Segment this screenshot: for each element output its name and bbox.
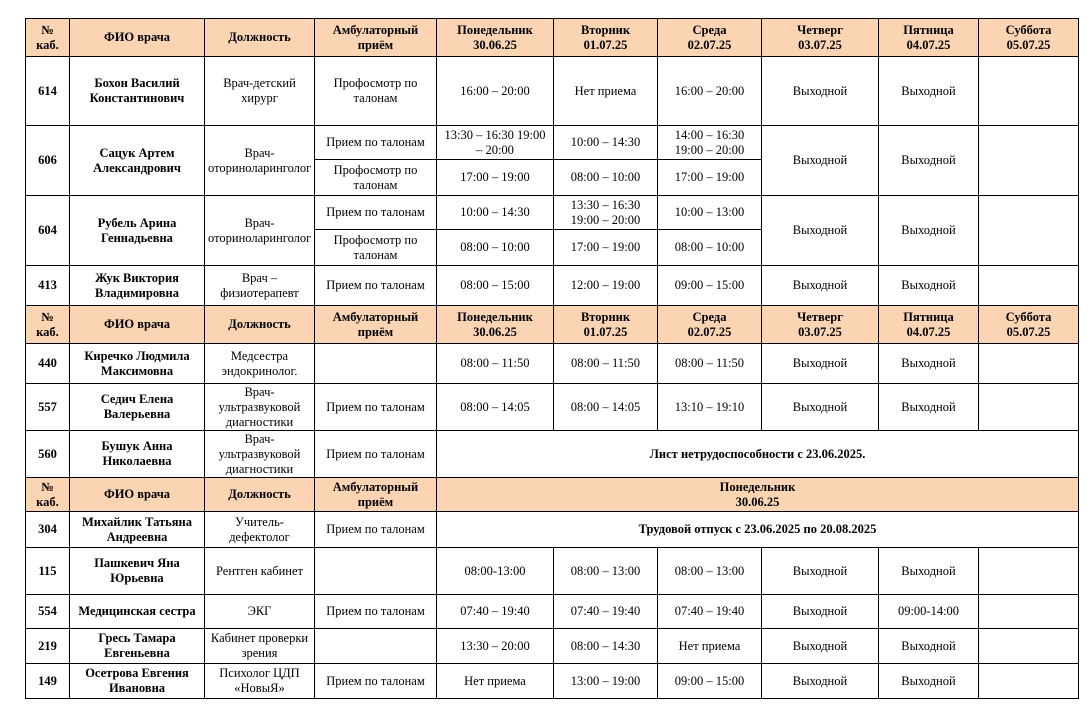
time-cell bbox=[979, 344, 1079, 384]
doctor-position: Врач-детский хирург bbox=[205, 57, 315, 126]
time-cell: 12:00 – 19:00 bbox=[554, 266, 658, 306]
table-row bbox=[26, 126, 1079, 160]
time-cell: 08:00 – 11:50 bbox=[437, 344, 554, 384]
time-cell: Выходной bbox=[879, 57, 979, 126]
cabinet-number: 304 bbox=[26, 512, 70, 548]
doctor-name: Жук Виктория Владимировна bbox=[70, 266, 205, 306]
table-row bbox=[26, 344, 1079, 384]
doctor-position: Врач-оториноларинголог bbox=[205, 126, 315, 196]
cabinet-number: 440 bbox=[26, 344, 70, 384]
time-cell: 08:00 – 14:30 bbox=[554, 629, 658, 664]
time-cell: 17:00 – 19:00 bbox=[658, 160, 762, 196]
header-amb: Амбулаторный приём bbox=[315, 478, 437, 512]
reception-type: Профосмотр по талонам bbox=[315, 57, 437, 126]
reception-type: Профосмотр по талонам bbox=[315, 160, 437, 196]
table-row bbox=[26, 57, 1079, 126]
header-day: Четверг 03.07.25 bbox=[762, 306, 879, 344]
doctor-position: ЭКГ bbox=[205, 595, 315, 629]
time-cell: Выходной bbox=[762, 548, 879, 595]
header-fio: ФИО врача bbox=[70, 19, 205, 57]
time-cell: 16:00 – 20:00 bbox=[437, 57, 554, 126]
time-cell: 09:00-14:00 bbox=[879, 595, 979, 629]
reception-type bbox=[315, 548, 437, 595]
doctor-position: Медсестра эндокринолог. bbox=[205, 344, 315, 384]
header-day: Понедельник 30.06.25 bbox=[437, 19, 554, 57]
reception-type: Прием по талонам bbox=[315, 196, 437, 230]
table-row bbox=[26, 512, 1079, 548]
time-cell: 08:00-13:00 bbox=[437, 548, 554, 595]
time-cell: Выходной bbox=[762, 595, 879, 629]
header-day: Четверг 03.07.25 bbox=[762, 19, 879, 57]
doctor-name: Бохон Василий Константинович bbox=[70, 57, 205, 126]
header-cab: № каб. bbox=[26, 478, 70, 512]
time-cell: 08:00 – 14:05 bbox=[554, 384, 658, 431]
doctor-position: Кабинет проверки зрения bbox=[205, 629, 315, 664]
doctor-position: Врач – физиотерапевт bbox=[205, 266, 315, 306]
time-cell: 13:30 – 16:30 19:00 – 20:00 bbox=[437, 126, 554, 160]
time-cell: Выходной bbox=[879, 384, 979, 431]
doctor-position: Врач-ультразвуковой диагностики bbox=[205, 384, 315, 431]
doctor-name: Седич Елена Валерьевна bbox=[70, 384, 205, 431]
header-position: Должность bbox=[205, 306, 315, 344]
time-cell: Выходной bbox=[762, 664, 879, 699]
time-cell bbox=[979, 384, 1079, 431]
time-cell: 08:00 – 11:50 bbox=[554, 344, 658, 384]
time-cell: Выходной bbox=[879, 664, 979, 699]
table-row bbox=[26, 384, 1079, 431]
time-cell: 13:00 – 19:00 bbox=[554, 664, 658, 699]
reception-type: Прием по талонам bbox=[315, 595, 437, 629]
time-cell: 17:00 – 19:00 bbox=[554, 230, 658, 266]
header-row bbox=[26, 306, 1079, 344]
time-cell: Выходной bbox=[762, 57, 879, 126]
doctor-position: Врач-ультразвуковой диагностики bbox=[205, 431, 315, 478]
reception-type: Прием по талонам bbox=[315, 431, 437, 478]
time-cell bbox=[979, 548, 1079, 595]
doctor-name: Осетрова Евгения Ивановна bbox=[70, 664, 205, 699]
time-cell: 09:00 – 15:00 bbox=[658, 664, 762, 699]
cabinet-number: 219 bbox=[26, 629, 70, 664]
time-cell bbox=[979, 126, 1079, 196]
header-amb: Амбулаторный приём bbox=[315, 19, 437, 57]
header-day: Среда 02.07.25 bbox=[658, 19, 762, 57]
header-fio: ФИО врача bbox=[70, 306, 205, 344]
header-day: Среда 02.07.25 bbox=[658, 306, 762, 344]
header-cab: № каб. bbox=[26, 19, 70, 57]
doctor-name: Киречко Людмила Максимовна bbox=[70, 344, 205, 384]
cabinet-number: 614 bbox=[26, 57, 70, 126]
header-row bbox=[26, 478, 1079, 512]
time-cell: Нет приема bbox=[554, 57, 658, 126]
header-day: Суббота 05.07.25 bbox=[979, 19, 1079, 57]
table-row bbox=[26, 431, 1079, 478]
doctor-name: Гресь Тамара Евгеньевна bbox=[70, 629, 205, 664]
doctor-name: Сацук Артем Александрович bbox=[70, 126, 205, 196]
time-cell: 08:00 – 10:00 bbox=[554, 160, 658, 196]
time-cell: Выходной bbox=[762, 196, 879, 266]
time-cell bbox=[979, 266, 1079, 306]
doctor-name: Бушук Анна Николаевна bbox=[70, 431, 205, 478]
time-cell: 10:00 – 13:00 bbox=[658, 196, 762, 230]
doctor-name: Михайлик Татьяна Андреевна bbox=[70, 512, 205, 548]
reception-type: Профосмотр по талонам bbox=[315, 230, 437, 266]
reception-type: Прием по талонам bbox=[315, 664, 437, 699]
header-position: Должность bbox=[205, 478, 315, 512]
time-cell: 07:40 – 19:40 bbox=[554, 595, 658, 629]
time-cell: Выходной bbox=[879, 196, 979, 266]
time-cell: 10:00 – 14:30 bbox=[437, 196, 554, 230]
cabinet-number: 115 bbox=[26, 548, 70, 595]
reception-type: Прием по талонам bbox=[315, 126, 437, 160]
reception-type bbox=[315, 629, 437, 664]
time-cell: Выходной bbox=[879, 266, 979, 306]
time-cell: 08:00 – 10:00 bbox=[658, 230, 762, 266]
time-cell: Выходной bbox=[762, 344, 879, 384]
vacation-note: Трудовой отпуск с 23.06.2025 по 20.08.2025 bbox=[437, 512, 1079, 548]
cabinet-number: 606 bbox=[26, 126, 70, 196]
header-day: Понедельник 30.06.25 bbox=[437, 478, 1079, 512]
table-row bbox=[26, 266, 1079, 306]
reception-type: Прием по талонам bbox=[315, 512, 437, 548]
time-cell: 17:00 – 19:00 bbox=[437, 160, 554, 196]
doctor-name: Рубель Арина Геннадьевна bbox=[70, 196, 205, 266]
table-row bbox=[26, 196, 1079, 230]
time-cell: Выходной bbox=[879, 344, 979, 384]
time-cell: Выходной bbox=[762, 126, 879, 196]
doctor-position: Психолог ЦДП «НовыЯ» bbox=[205, 664, 315, 699]
time-cell: Выходной bbox=[879, 629, 979, 664]
time-cell: 09:00 – 15:00 bbox=[658, 266, 762, 306]
doctor-position: Врач-оториноларинголог bbox=[205, 196, 315, 266]
doctor-position: Рентген кабинет bbox=[205, 548, 315, 595]
header-amb: Амбулаторный приём bbox=[315, 306, 437, 344]
time-cell: 08:00 – 10:00 bbox=[437, 230, 554, 266]
time-cell: 16:00 – 20:00 bbox=[658, 57, 762, 126]
table-row bbox=[26, 664, 1079, 699]
header-cab: № каб. bbox=[26, 306, 70, 344]
time-cell: 08:00 – 11:50 bbox=[658, 344, 762, 384]
cabinet-number: 149 bbox=[26, 664, 70, 699]
header-row bbox=[26, 19, 1079, 57]
time-cell: 07:40 – 19:40 bbox=[437, 595, 554, 629]
cabinet-number: 413 bbox=[26, 266, 70, 306]
table-row bbox=[26, 595, 1079, 629]
header-fio: ФИО врача bbox=[70, 478, 205, 512]
time-cell: 13:10 – 19:10 bbox=[658, 384, 762, 431]
cabinet-number: 560 bbox=[26, 431, 70, 478]
time-cell: Выходной bbox=[762, 629, 879, 664]
time-cell: 14:00 – 16:30 19:00 – 20:00 bbox=[658, 126, 762, 160]
cabinet-number: 554 bbox=[26, 595, 70, 629]
reception-type: Прием по талонам bbox=[315, 384, 437, 431]
time-cell: 07:40 – 19:40 bbox=[658, 595, 762, 629]
header-position: Должность bbox=[205, 19, 315, 57]
time-cell: 08:00 – 15:00 bbox=[437, 266, 554, 306]
header-day: Пятница 04.07.25 bbox=[879, 19, 979, 57]
sick-leave-note: Лист нетрудоспособности с 23.06.2025. bbox=[437, 431, 1079, 478]
table-row bbox=[26, 629, 1079, 664]
cabinet-number: 557 bbox=[26, 384, 70, 431]
reception-type bbox=[315, 344, 437, 384]
header-day: Понедельник 30.06.25 bbox=[437, 306, 554, 344]
time-cell bbox=[979, 196, 1079, 266]
table-row bbox=[26, 548, 1079, 595]
time-cell: Выходной bbox=[879, 126, 979, 196]
header-day: Суббота 05.07.25 bbox=[979, 306, 1079, 344]
doctor-name: Пашкевич Яна Юрьевна bbox=[70, 548, 205, 595]
time-cell: 08:00 – 13:00 bbox=[658, 548, 762, 595]
header-day: Вторник 01.07.25 bbox=[554, 19, 658, 57]
time-cell: 08:00 – 13:00 bbox=[554, 548, 658, 595]
time-cell: Выходной bbox=[879, 548, 979, 595]
doctor-position: Учитель-дефектолог bbox=[205, 512, 315, 548]
time-cell: Выходной bbox=[762, 384, 879, 431]
time-cell: 10:00 – 14:30 bbox=[554, 126, 658, 160]
reception-type: Прием по талонам bbox=[315, 266, 437, 306]
schedule-table bbox=[25, 18, 1079, 699]
doctor-name: Медицинская сестра bbox=[70, 595, 205, 629]
time-cell bbox=[979, 595, 1079, 629]
time-cell: Нет приема bbox=[437, 664, 554, 699]
time-cell bbox=[979, 629, 1079, 664]
time-cell bbox=[979, 57, 1079, 126]
header-day: Вторник 01.07.25 bbox=[554, 306, 658, 344]
header-day: Пятница 04.07.25 bbox=[879, 306, 979, 344]
time-cell: 13:30 – 20:00 bbox=[437, 629, 554, 664]
time-cell: 13:30 – 16:30 19:00 – 20:00 bbox=[554, 196, 658, 230]
time-cell: Выходной bbox=[762, 266, 879, 306]
time-cell: 08:00 – 14:05 bbox=[437, 384, 554, 431]
cabinet-number: 604 bbox=[26, 196, 70, 266]
time-cell bbox=[979, 664, 1079, 699]
time-cell: Нет приема bbox=[658, 629, 762, 664]
